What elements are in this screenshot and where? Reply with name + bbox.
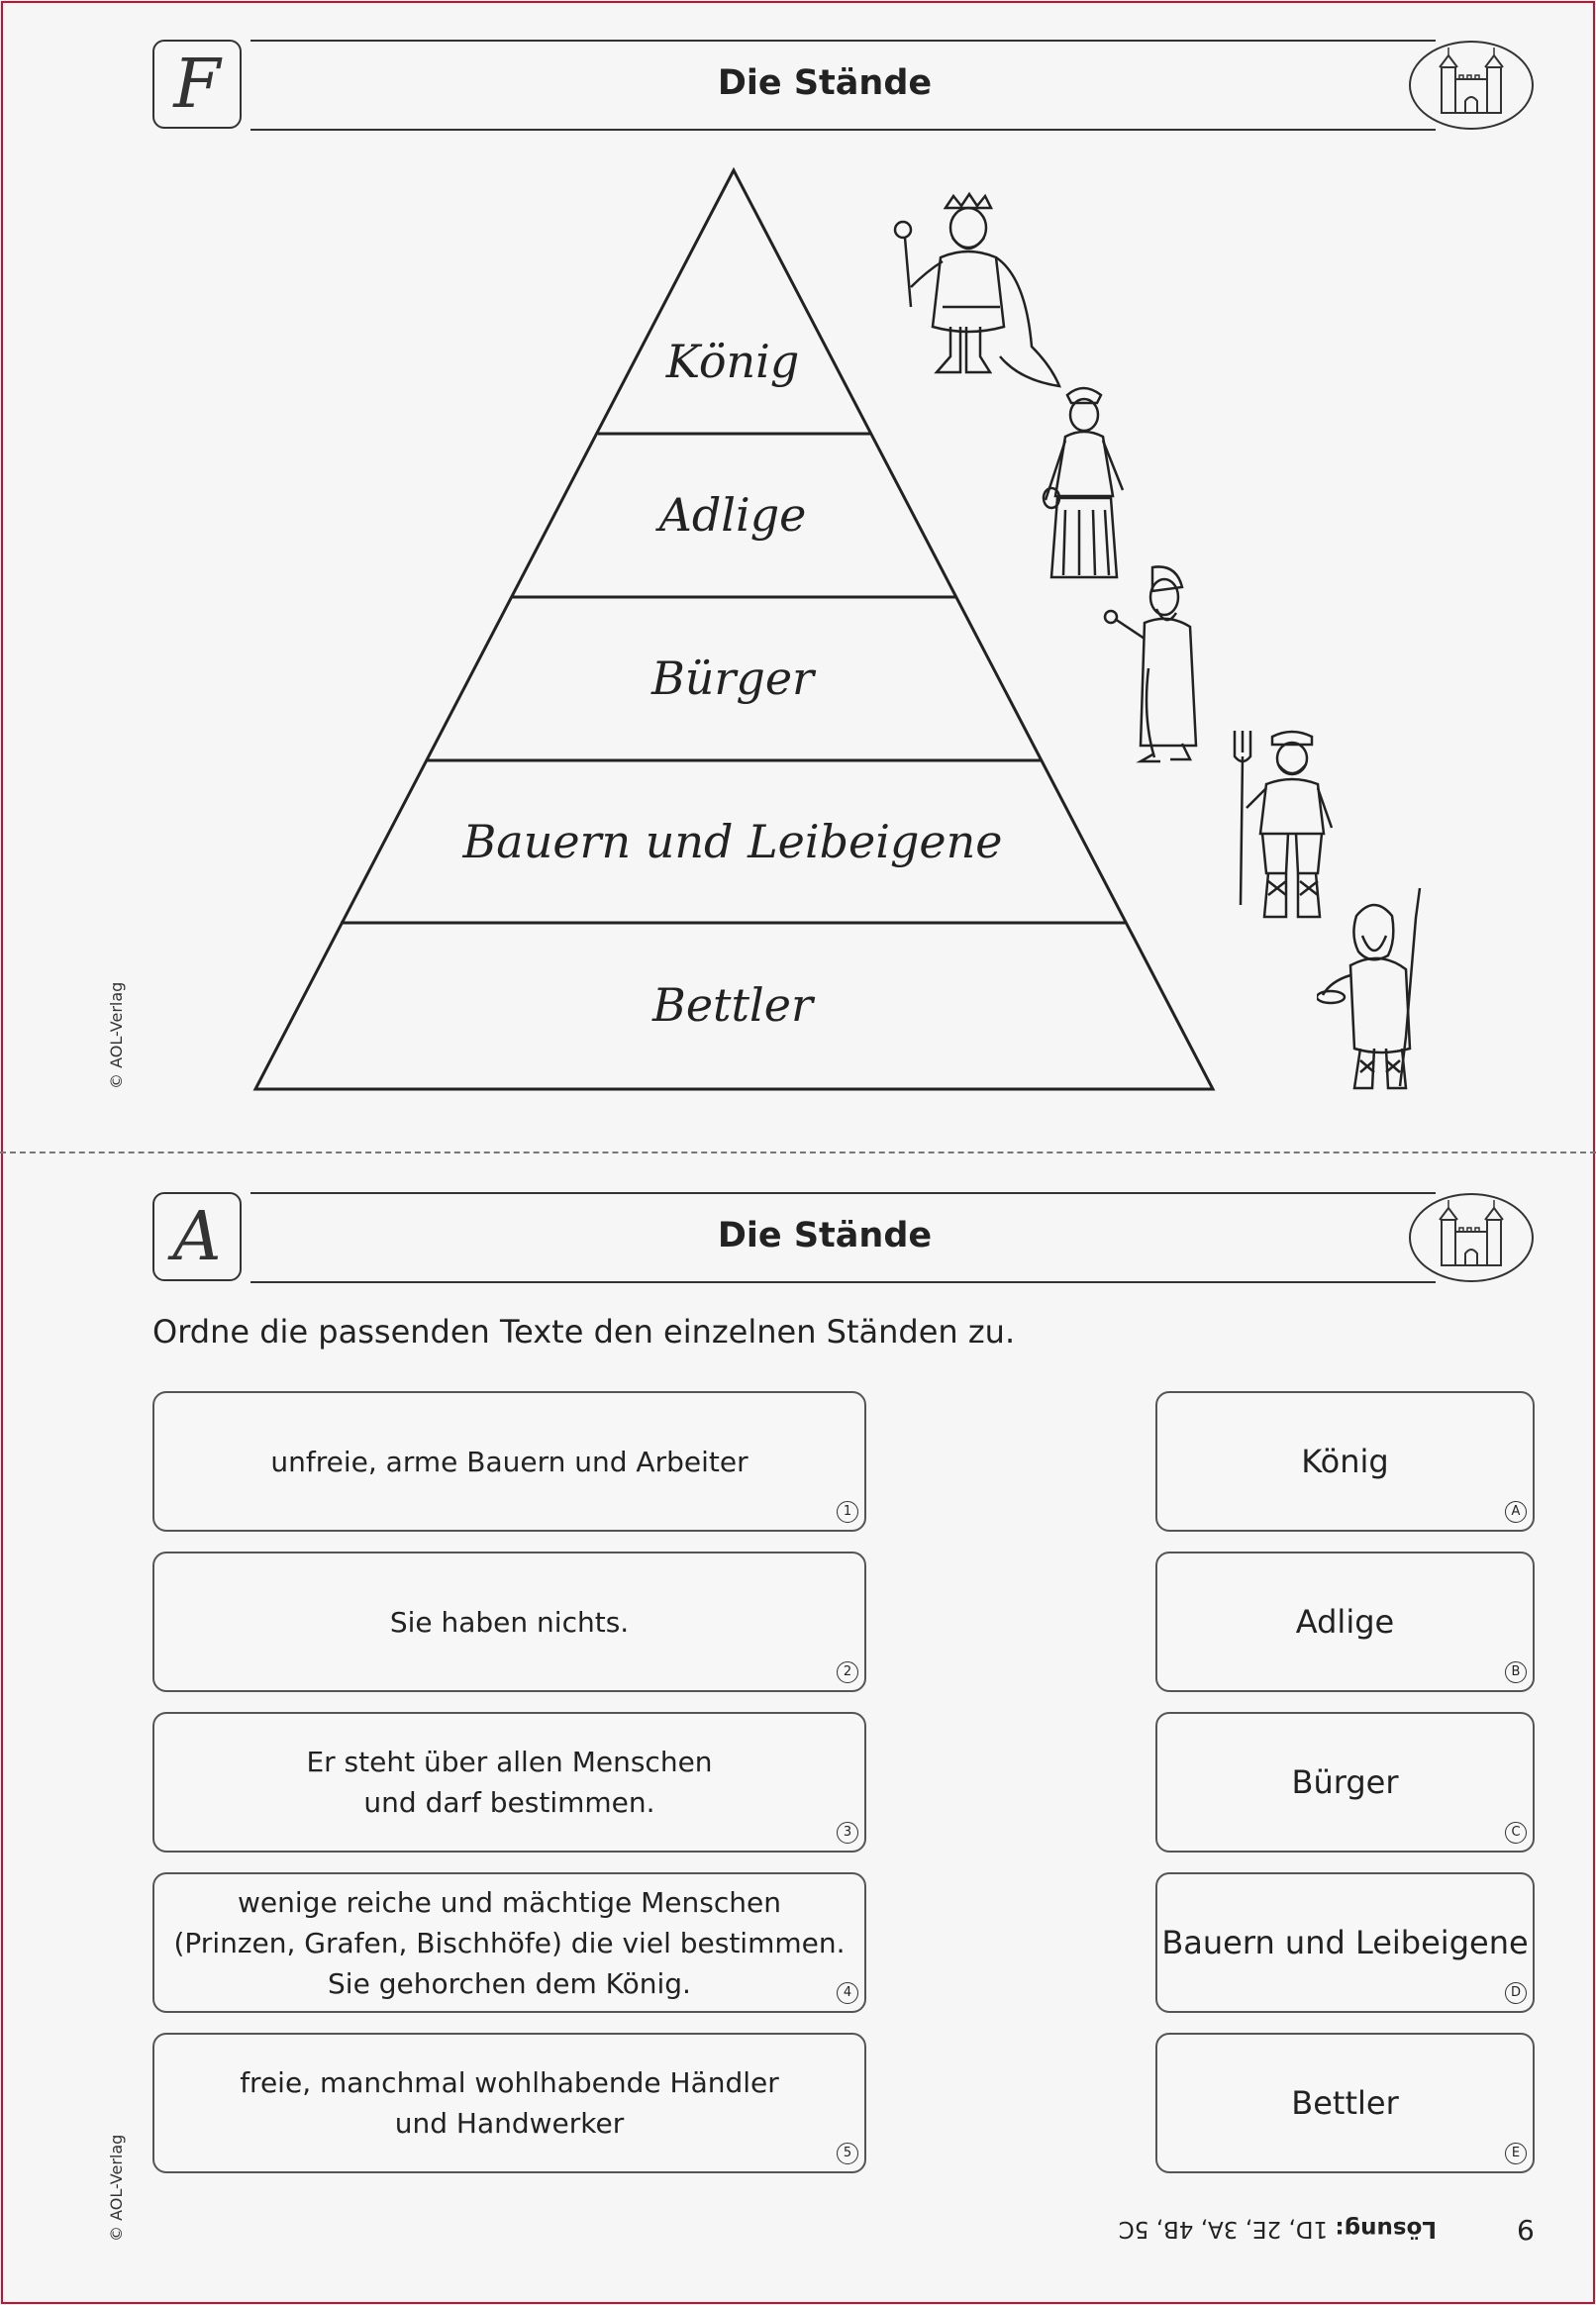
card-badge: 4 — [837, 1982, 858, 2004]
card-text: Bettler — [1291, 2084, 1399, 2122]
card-badge: B — [1505, 1661, 1527, 1683]
solution-line — [1118, 2216, 1437, 2242]
card-badge: 5 — [837, 2143, 858, 2164]
page-title: Die Stände — [717, 63, 933, 103]
estate-card-e[interactable] — [1155, 2033, 1535, 2173]
card-badge: D — [1505, 1982, 1527, 2004]
card-badge: A — [1505, 1501, 1527, 1523]
card-text: König — [1301, 1443, 1389, 1480]
estate-card-a[interactable] — [1155, 1391, 1535, 1532]
section-letter-a: A — [152, 1192, 242, 1281]
section-title: Die Stände — [717, 1216, 933, 1255]
pyramid-level-bettler: Bettler — [652, 978, 813, 1032]
pyramid-level-adlige: Adlige — [658, 488, 807, 542]
beggar-figure-icon — [1317, 886, 1441, 1094]
task-instruction: Ordne die passenden Texte den einzelnen Ständen zu. — [152, 1313, 1016, 1351]
page-number: 6 — [1517, 2214, 1535, 2247]
section-letter-f: F — [152, 40, 242, 129]
card-text: Adlige — [1295, 1603, 1395, 1641]
estate-card-d[interactable] — [1155, 1872, 1535, 2013]
card-badge: E — [1505, 2143, 1527, 2164]
description-card-5[interactable] — [152, 2033, 866, 2173]
description-card-4[interactable] — [152, 1872, 866, 2013]
copyright-top: © AOL-Verlag — [107, 981, 126, 1089]
card-badge: 3 — [837, 1822, 858, 1844]
cut-line — [0, 1152, 1596, 1153]
card-badge: C — [1505, 1822, 1527, 1844]
card-text: Er steht über allen Menschen und darf bestimmen. — [306, 1746, 713, 1819]
card-text: Bürger — [1291, 1763, 1399, 1801]
solution-label: Lösung: — [1335, 2216, 1437, 2242]
estate-card-b[interactable] — [1155, 1552, 1535, 1692]
castle-icon — [1408, 1192, 1535, 1283]
description-card-2[interactable] — [152, 1552, 866, 1692]
pyramid-level-koenig: König — [665, 335, 800, 388]
card-badge: 2 — [837, 1661, 858, 1683]
citizen-figure-icon — [1099, 559, 1213, 767]
description-card-3[interactable] — [152, 1712, 866, 1853]
card-text: freie, manchmal wohlhabende Händler und Handwerker — [240, 2066, 779, 2140]
pyramid-level-buerger: Bürger — [650, 651, 815, 705]
king-figure-icon — [881, 188, 1064, 396]
solution-text: 1D, 2E, 3A, 4B, 5C — [1118, 2216, 1329, 2242]
noble-figure-icon — [1030, 381, 1139, 589]
copyright-bottom: © AOL-Verlag — [107, 2134, 126, 2242]
card-text: unfreie, arme Bauern und Arbeiter — [270, 1445, 748, 1478]
card-badge: 1 — [837, 1501, 858, 1523]
card-text: Bauern und Leibeigene — [1161, 1924, 1529, 1961]
card-text: wenige reiche und mächtige Menschen (Prinzen, Grafen, Bischhöfe) die viel bestimmen. Sie gehorchen dem König. — [173, 1885, 846, 2000]
card-text: Sie haben nichts. — [389, 1605, 630, 1639]
estate-card-c[interactable] — [1155, 1712, 1535, 1853]
pyramid-level-bauern: Bauern und Leibeigene — [462, 815, 1003, 868]
description-card-1[interactable] — [152, 1391, 866, 1532]
